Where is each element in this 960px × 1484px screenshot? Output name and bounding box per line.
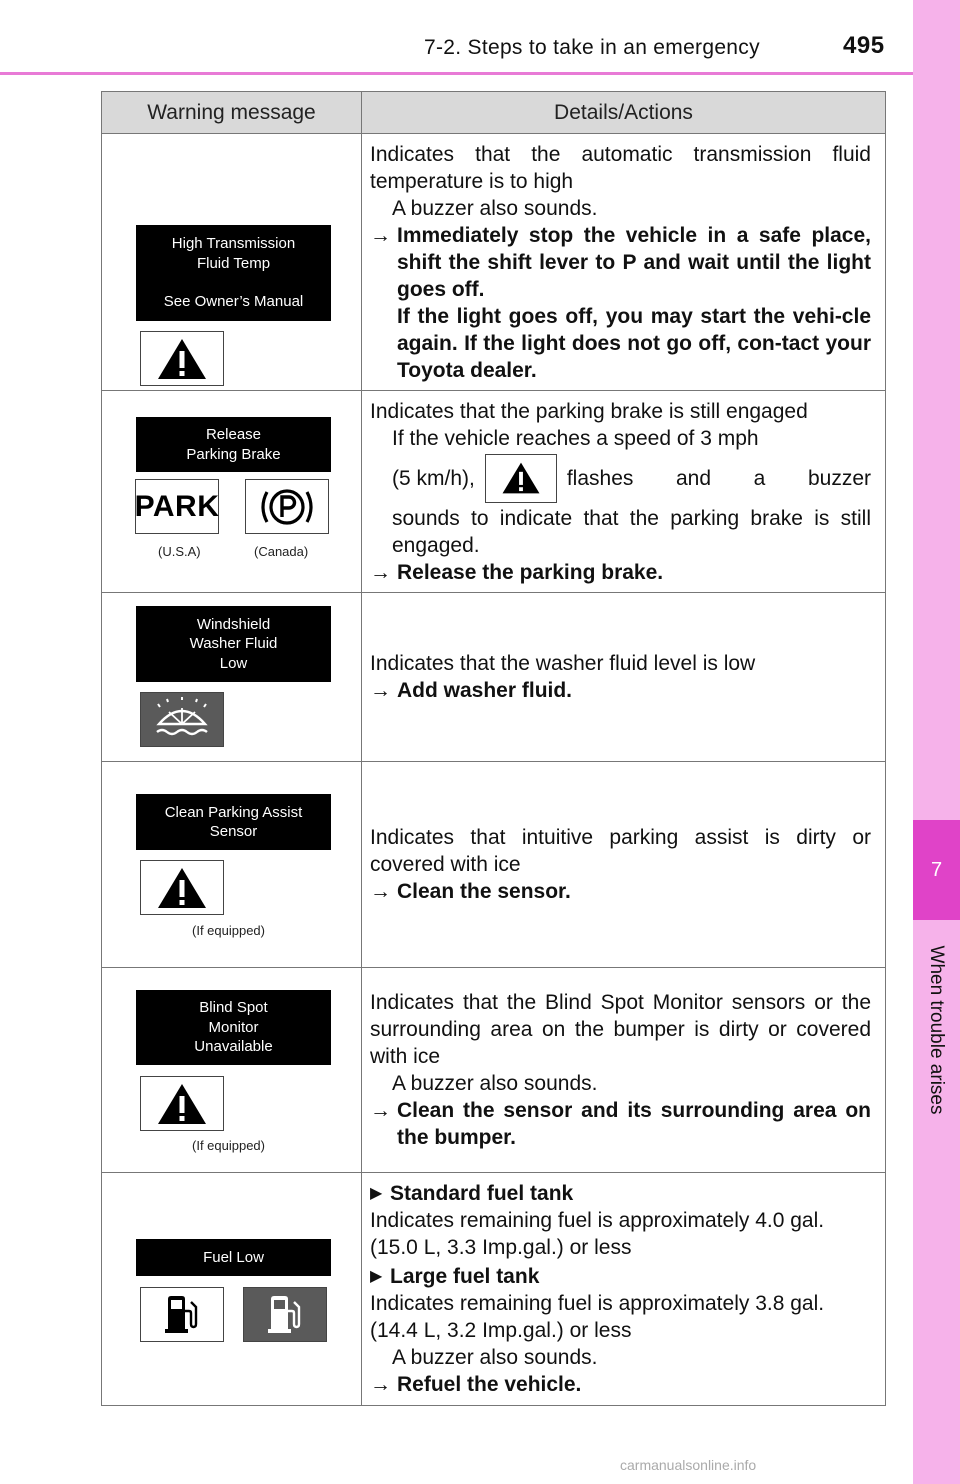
action-item: [370, 1371, 871, 1398]
arrow-icon: →: [370, 880, 391, 903]
description-text: (5 km/h),: [392, 466, 475, 490]
caption-usa: (U.S.A): [158, 544, 201, 559]
master-warning-triangle-icon: [140, 860, 224, 915]
description-text: flashes and a buzzer: [566, 466, 871, 490]
display-line: Windshield: [196, 615, 271, 633]
master-warning-triangle-icon: [485, 454, 557, 503]
section-title: 7-2. Steps to take in an emergency: [424, 36, 760, 59]
display-message: [136, 606, 331, 682]
arrow-icon: →: [370, 679, 391, 702]
chapter-label: When trouble arises: [926, 945, 947, 1115]
page-number: 495: [843, 32, 885, 59]
arrow-icon: →: [370, 1099, 391, 1122]
description-text: sounds to indicate that the parking brake is still engaged.: [392, 506, 871, 557]
triangle-bullet-icon: ▶: [370, 1268, 383, 1285]
display-line: Low: [219, 654, 248, 672]
master-warning-triangle-icon: [140, 1076, 224, 1131]
display-line: Monitor: [208, 1018, 259, 1036]
warning-cell: [102, 762, 362, 968]
display-message: [136, 417, 331, 472]
action-text: Clean the sensor.: [397, 880, 571, 903]
warning-cell: [102, 391, 362, 593]
warning-cell: [102, 968, 362, 1173]
action-text: Refuel the vehicle.: [397, 1373, 582, 1396]
chapter-side-tab: [913, 0, 960, 1484]
triangle-bullet-icon: ▶: [370, 1185, 383, 1202]
warning-cell: [102, 1173, 362, 1406]
table-row: [102, 134, 886, 391]
action-text: Clean the sensor and its surrounding area on the bumper.: [397, 1099, 871, 1149]
washer-fluid-icon: [140, 692, 224, 747]
table-row: [102, 593, 886, 762]
display-message: [136, 225, 331, 321]
action-item: [370, 222, 871, 384]
action-item: [370, 878, 871, 905]
table-header-row: [102, 92, 886, 134]
watermark: carmanualsonline.info: [620, 1457, 757, 1473]
display-line: Fuel Low: [203, 1248, 264, 1266]
column-header-details: Details/Actions: [362, 92, 886, 134]
description-text: Indicates that the parking brake is still engaged: [370, 399, 808, 423]
arrow-icon: →: [370, 223, 391, 247]
subsection-heading: [370, 1263, 871, 1290]
display-line: Parking Brake: [186, 445, 281, 463]
display-line: Clean Parking Assist: [164, 803, 303, 821]
display-message: [136, 1239, 331, 1276]
display-line: Release: [205, 426, 262, 443]
description-text: Indicates that the Blind Spot Monitor sensors or the surrounding area on the bumper is dirty or covered with ice: [370, 991, 871, 1068]
display-line: Blind Spot: [199, 999, 268, 1017]
details-cell: [362, 762, 886, 968]
warning-message-table: [101, 91, 886, 1406]
caption-canada: (Canada): [254, 544, 309, 559]
action-item: [370, 677, 871, 704]
master-warning-triangle-icon: [140, 331, 224, 386]
description-text: Indicates that the automatic transmission fluid temperature is to high: [370, 142, 871, 193]
action-text: Immediately stop the vehicle in a safe place, shift the shift lever to P and wait until the light goes off.: [397, 223, 871, 301]
display-line: Fluid Temp: [196, 254, 271, 272]
display-line: Sensor: [209, 823, 258, 840]
buzzer-note: A buzzer also sounds.: [392, 196, 598, 220]
details-cell: [362, 968, 886, 1173]
caption-if-equipped: (If equipped): [192, 1138, 265, 1153]
warning-cell: [102, 134, 362, 391]
table-row: [102, 762, 886, 968]
description-text: If the vehicle reaches a speed of 3 mph: [392, 426, 759, 450]
details-cell: [362, 134, 886, 391]
column-header-warning: Warning message: [102, 92, 362, 134]
details-cell: [362, 391, 886, 593]
description-text: Indicates that the washer fluid level is low: [370, 652, 756, 675]
display-message: [136, 990, 331, 1065]
action-item: [370, 559, 871, 586]
arrow-icon: →: [370, 560, 391, 584]
park-icon: PARK: [135, 479, 219, 534]
fuel-pump-icon: [243, 1287, 327, 1342]
subsection-heading: [370, 1180, 871, 1207]
details-cell: [362, 593, 886, 762]
caption-if-equipped: (If equipped): [192, 923, 265, 938]
action-text: If the light goes off, you may start the vehi-cle again. If the light does not go off, con-tact your Toyota dealer.: [397, 304, 871, 382]
display-line: See Owner’s Manual: [163, 293, 304, 311]
parking-brake-p-icon: [245, 479, 329, 534]
table-row: [102, 1173, 886, 1406]
display-line: Washer Fluid: [189, 635, 278, 653]
header-divider: [0, 72, 913, 75]
details-cell: [362, 1173, 886, 1406]
display-line: Unavailable: [194, 1038, 273, 1056]
description-text: Indicates remaining fuel is approximately 3.8 gal. (14.4 L, 3.2 Imp.gal.) or less: [370, 1292, 825, 1342]
display-message: [136, 794, 331, 850]
action-text: Add washer fluid.: [397, 679, 573, 702]
description-text: Indicates remaining fuel is approximately 4.0 gal. (15.0 L, 3.3 Imp.gal.) or less: [370, 1209, 825, 1259]
display-line: High Transmission: [171, 235, 296, 253]
subsection-title: Standard fuel tank: [390, 1182, 574, 1205]
fuel-pump-icon: [140, 1287, 224, 1342]
table-row: [102, 968, 886, 1173]
arrow-icon: →: [370, 1373, 391, 1396]
action-item: [370, 1097, 871, 1151]
action-text: Release the parking brake.: [397, 560, 664, 584]
buzzer-note: A buzzer also sounds.: [392, 1346, 598, 1369]
buzzer-note: A buzzer also sounds.: [392, 1072, 598, 1095]
description-text: Indicates that intuitive parking assist is dirty or covered with ice: [370, 826, 871, 876]
warning-cell: [102, 593, 362, 762]
table-row: [102, 391, 886, 593]
subsection-title: Large fuel tank: [390, 1265, 540, 1288]
chapter-number: 7: [913, 820, 960, 920]
